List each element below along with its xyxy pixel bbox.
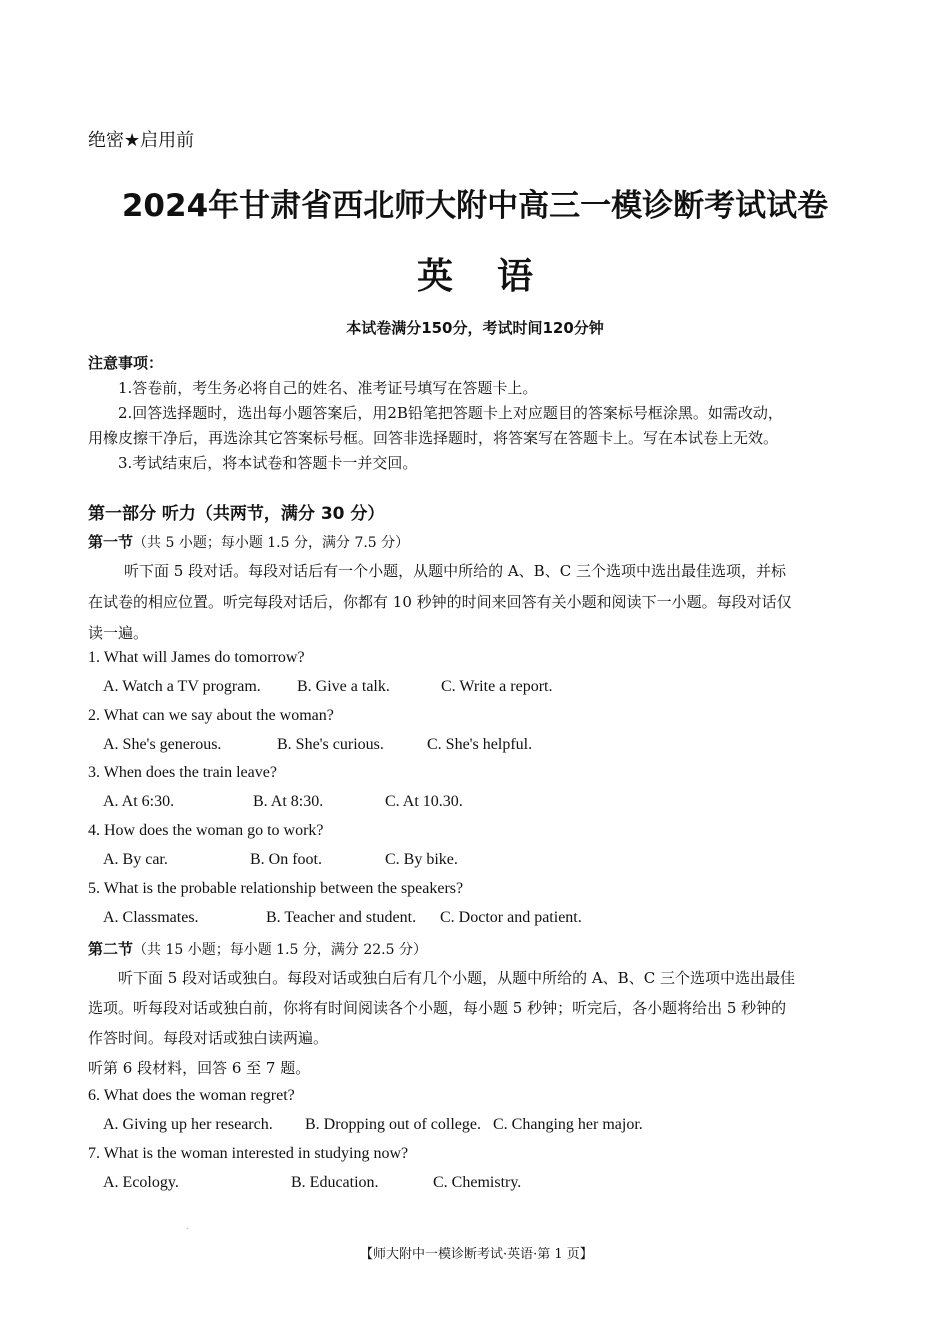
section1-title: 第一节 [88,533,134,551]
question-6-option-b: B. Dropping out of college. [305,1116,481,1133]
question-1-option-a: A. Watch a TV program. [103,678,261,695]
section2-heading [88,938,427,959]
confidential-mark: 绝密★启用前 [88,130,195,151]
question-3-stem: 3. When does the train leave? [88,764,277,781]
question-7-option-b: B. Education. [291,1174,379,1191]
section2-title: 第二节 [88,940,134,958]
question-5-stem: 5. What is the probable relationship between the speakers? [88,880,464,897]
question-6-option-a: A. Giving up her research. [103,1116,273,1133]
section1-instruction-line-1: 听下面 5 段对话。每段对话后有一个小题，从题中所给的 A、B、C 三个选项中选出最佳选项，并标 [124,562,786,580]
question-4-option-b: B. On foot. [250,851,322,868]
section2-instruction-line-2: 选项。听每段对话或独白前，你将有时间阅读各个小题，每小题 5 秒钟；听完后，各小题将给出 5 秒钟的 [88,999,787,1017]
question-1-option-b: B. Give a talk. [297,678,390,695]
question-5-option-b: B. Teacher and student. [266,909,417,926]
notice-item-2-line-2: 用橡皮擦干净后，再选涂其它答案标号框。回答非选择题时，将答案写在答题卡上。写在本试卷上无效。 [88,429,779,447]
notice-item-3: 3.考试结束后，将本试卷和答题卡一并交回。 [118,454,418,472]
notice-item-2-line-1: 2.回答选择题时，选出每小题答案后，用2B铅笔把答题卡上对应题目的答案标号框涂黑。如需改动， [118,404,783,422]
exam-info: 本试卷满分150分，考试时间120分钟 [346,319,604,337]
exam-title: 2024年甘肃省西北师大附中高三一模诊断考试试卷 [121,188,829,224]
question-2-option-a: A. She's generous. [103,736,222,753]
question-5-option-c: C. Doctor and patient. [440,909,582,926]
question-1-option-c: C. Write a report. [441,678,553,695]
question-6-option-c: C. Changing her major. [493,1116,643,1133]
question-3-option-b: B. At 8:30. [253,793,324,810]
page-footer: 【师大附中一模诊断考试·英语·第 1 页】 [360,1247,593,1262]
section1-heading [88,531,409,552]
section2-instruction-line-1: 听下面 5 段对话或独白。每段对话或独白后有几个小题，从题中所给的 A、B、C 三个选项中选出最佳 [118,969,795,987]
stray-dot: . [186,1222,189,1231]
question-1-stem: 1. What will James do tomorrow? [88,649,305,666]
subject-title: 英语 [416,256,577,297]
notice-item-1: 1.答卷前，考生务必将自己的姓名、准考证号填写在答题卡上。 [118,379,538,397]
question-7-option-c: C. Chemistry. [433,1174,522,1191]
section2-material-note: 听第 6 段材料，回答 6 至 7 题。 [88,1059,311,1077]
question-4-stem: 4. How does the woman go to work? [88,822,324,839]
question-5-option-a: A. Classmates. [103,909,199,926]
question-3-option-c: C. At 10.30. [385,793,463,810]
question-7-stem: 7. What is the woman interested in studying now? [88,1145,409,1162]
question-7-option-a: A. Ecology. [103,1174,179,1191]
question-2-option-b: B. She's curious. [277,736,384,753]
section2-note: （共 15 小题；每小题 1.5 分，满分 22.5 分） [133,942,427,958]
question-6-stem: 6. What does the woman regret? [88,1087,295,1104]
section1-instruction-line-2: 在试卷的相应位置。听完每段对话后，你都有 10 秒钟的时间来回答有关小题和阅读下一小题。每段对话仅 [88,593,792,611]
section1-note: （共 5 小题；每小题 1.5 分，满分 7.5 分） [133,535,410,551]
part1-heading: 第一部分 听力（共两节，满分 30 分） [88,504,385,524]
section1-instruction-line-3: 读一遍。 [88,624,149,642]
notice-heading: 注意事项： [88,354,164,372]
question-2-stem: 2. What can we say about the woman? [88,707,334,724]
question-3-option-a: A. At 6:30. [103,793,175,810]
section2-instruction-line-3: 作答时间。每段对话或独白读两遍。 [88,1029,329,1047]
question-4-option-c: C. By bike. [385,851,458,868]
question-4-option-a: A. By car. [103,851,168,868]
question-2-option-c: C. She's helpful. [427,736,533,753]
